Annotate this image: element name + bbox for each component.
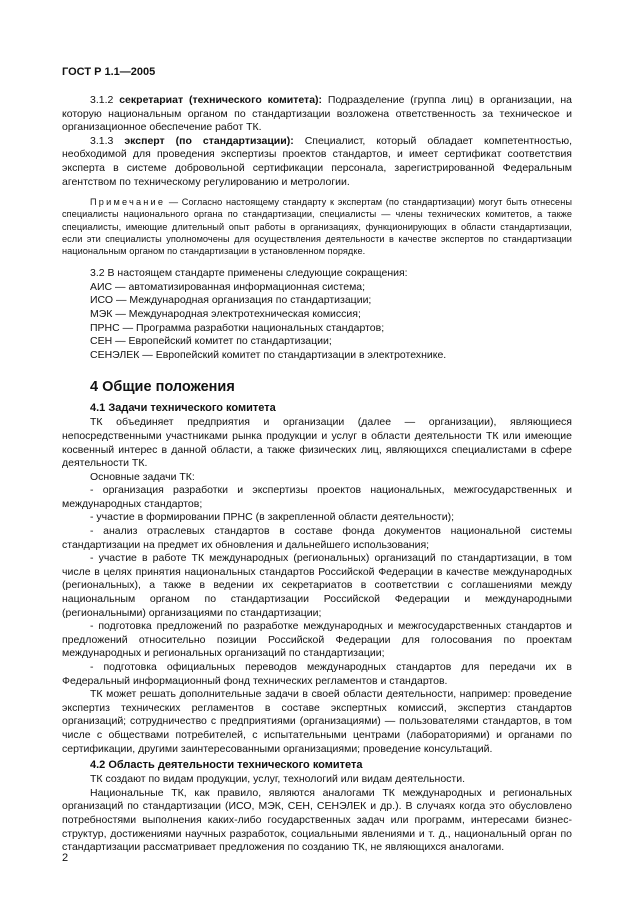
definition-text: Подразделение (группа лиц) в организации, на которую национальным органом по стандартизации возложена ответственность за техническое и организационное обеспечение работ ТК.: [62, 94, 573, 134]
abbreviation-item: МЭК — Международная электротехническая комиссия;: [90, 307, 361, 320]
subsection-heading: 4.1 Задачи технического комитета: [90, 402, 276, 415]
tasks-heading: Основные задачи ТК:: [90, 470, 195, 483]
document-header: ГОСТ Р 1.1—2005: [62, 66, 156, 78]
page-number: 2: [62, 852, 69, 864]
paragraph: ТК создают по видам продукции, услуг, технологий или видам деятельности.: [90, 773, 466, 786]
definition-text: Специалист, который обладает компетентностью, необходимой для проведения экспертизы проектов стандартов, и имеет сертификат соответствия эксперта в системе добровольной сертификации персонала, зарегистрированной Федеральным агентством по техническому регулированию и метрологии.: [62, 134, 572, 188]
task-item: - анализ отраслевых стандартов в составе фонда документов национальной системы стандартизации на предмет их обновления и дальнейшего использования;: [62, 525, 572, 551]
paragraph: ТК объединяет предприятия и организации (далее — организации), являющиеся непосредственными участниками рынка продукции и услуг в области деятельности ТК или имеющие косвенный интерес в данной области, а также физических лиц, являющихся специалистами в сфере деятельности ТК.: [62, 416, 572, 470]
definition-3-1-3: [62, 135, 572, 189]
task-item: - подготовка предложений по разработке международных и межгосударственных стандартов и предложений относительно позиции Российской Федерации для голосования по проектам международных и региональных организаций по стандартизации;: [62, 620, 572, 660]
abbreviation-item: СЕНЭЛЕК — Европейский комитет по стандартизации в электротехнике.: [90, 348, 447, 361]
note-label: Примечание: [90, 197, 166, 208]
definition-term: эксперт (по стандартизации):: [124, 134, 294, 147]
definition-number: 3.1.2: [90, 94, 114, 106]
definition-term: секретариат (технического комитета):: [119, 94, 323, 106]
paragraph: Национальные ТК, как правило, являются аналогами ТК международных и региональных организаций по стандартизации (ИСО, МЭК, СЕН, СЕНЭЛЕК и др.). В случаях когда это обусловлено потребностями выполнения каких-либо государственных задач или программ, интересами бизнес-структур, достижениями научных разработок, социальными явлениями и т. д., национальный орган по стандартизации рассматривает предложения по созданию ТК, не являющихся аналогами.: [62, 786, 572, 854]
task-item: - подготовка официальных переводов международных стандартов для передачи их в Федеральный информационный фонд технических регламентов и стандартов.: [62, 661, 572, 687]
definition-number: 3.1.3: [90, 134, 114, 147]
task-item: - участие в работе ТК международных (региональных) организаций по стандартизации, в том числе в целях принятия национальных стандартов Российской Федерации в качестве международных (региональных), а также в ведении их секретариатов в соответствии с соглашениями между национальным органом по стандартизации Российской Федерации и международными (региональными) организациями по стандартизации;: [62, 552, 572, 619]
subsection-heading: 4.2 Область деятельности технического комитета: [90, 759, 363, 772]
task-item: - участие в формировании ПРНС (в закрепленной области деятельности);: [90, 511, 454, 524]
abbreviation-item: АИС — автоматизированная информационная система;: [90, 280, 366, 293]
abbreviation-item: ИСО — Международная организация по стандартизации;: [90, 294, 372, 307]
page-content: [62, 94, 572, 855]
note-text: — Согласно настоящему стандарту к экспертам (по стандартизации) могут быть отнесены специалисты национального органа по стандартизации, специалисты — члены технических комитетов, а также специалисты, имеющие длительный опыт работы в организациях, функционирующих в области стандартизации, если эти специалисты уполномочены для осуществления деятельности в качестве экспертов по стандартизации национальным органом по стандартизации в установленном порядке.: [62, 197, 572, 256]
abbreviation-item: ПРНС — Программа разработки национальных стандартов;: [90, 321, 385, 334]
note: [62, 196, 572, 257]
abbreviation-item: СЕН — Европейский комитет по стандартизации;: [90, 335, 332, 348]
definition-3-1-2: [62, 94, 572, 135]
section-heading: 4 Общие положения: [90, 379, 235, 396]
abbreviations-intro: 3.2 В настоящем стандарте применены следующие сокращения:: [90, 267, 408, 280]
task-item: - организация разработки и экспертизы проектов национальных, межгосударственных и международных стандартов;: [62, 484, 572, 510]
paragraph: ТК может решать дополнительные задачи в своей области деятельности, например: проведение экспертиз технических регламентов в составе экспертных комиссий, экспертиз стандартов организаций; сотрудничество с предприятиями (организациями) — пользователями стандартов, в том числе с обществами потребителей, с испытательными центрами (лабораториями) и органами по сертификации, другими заинтересованными организациями; проведение консультаций.: [62, 688, 572, 755]
